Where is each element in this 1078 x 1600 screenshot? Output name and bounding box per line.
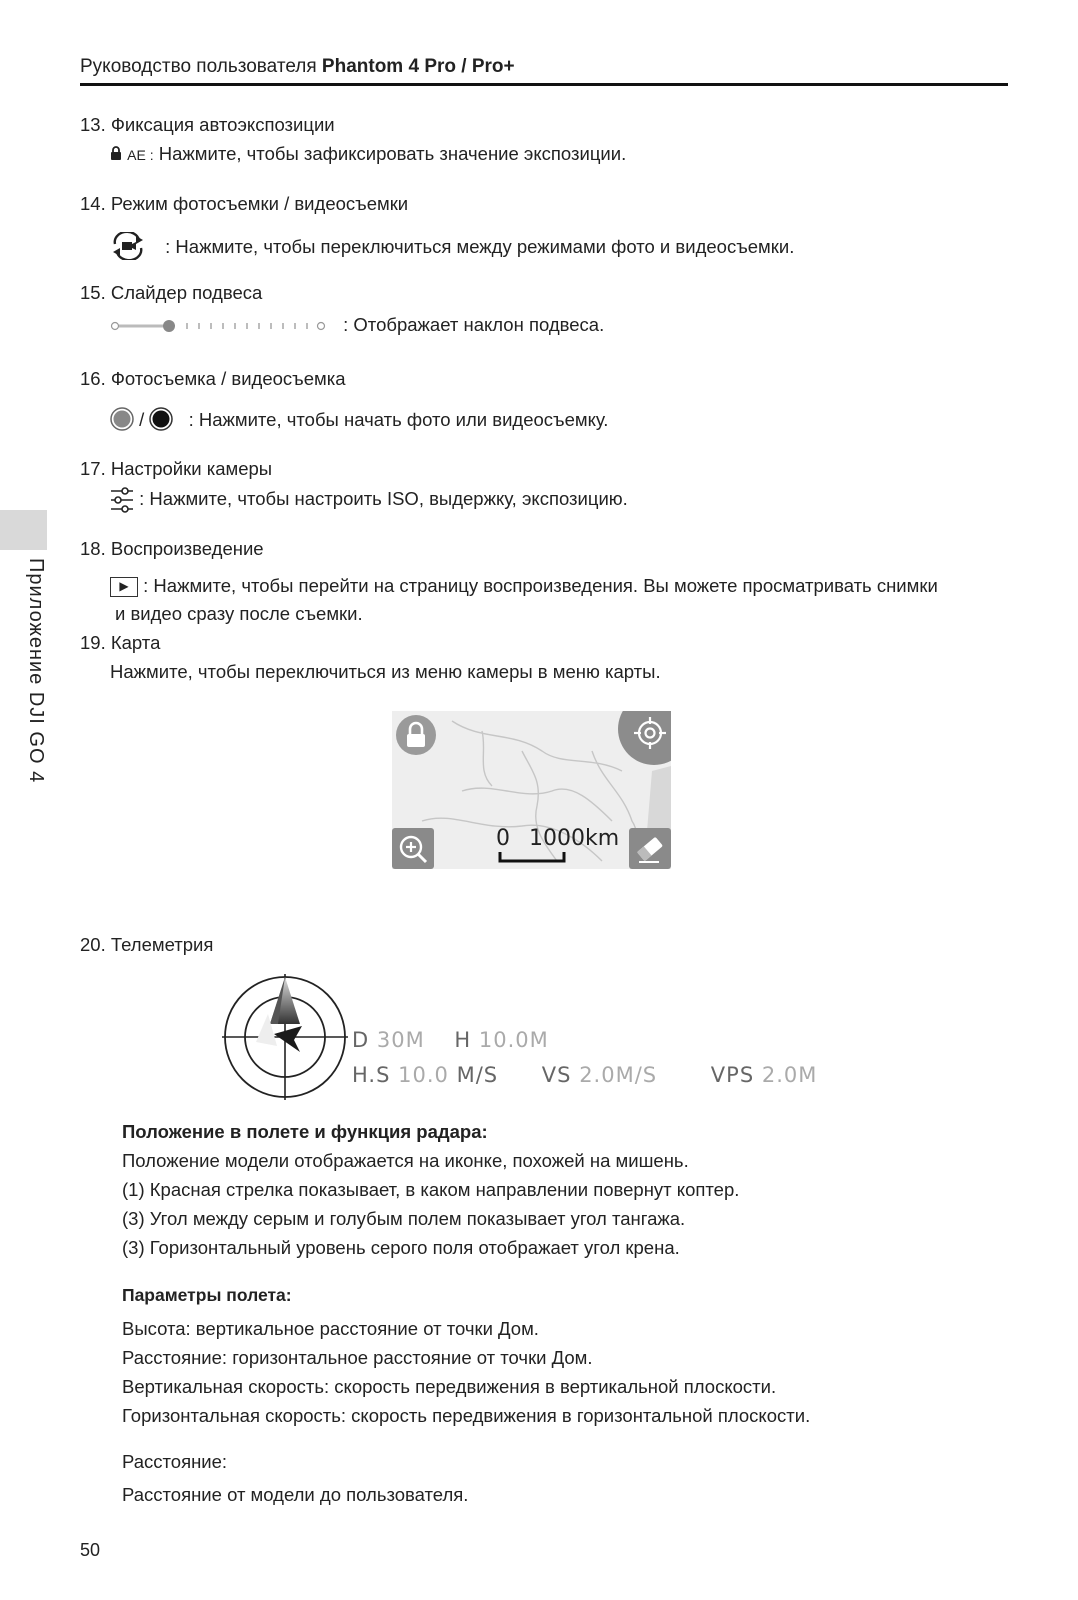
item-17-desc: : Нажмите, чтобы настроить ISO, выдержку, экспозицию. bbox=[139, 488, 628, 509]
scale-bar bbox=[498, 852, 568, 864]
params-line-3: Вертикальная скорость: скорость передвижения в вертикальной плоскости. bbox=[122, 1376, 777, 1397]
item-14-row bbox=[110, 232, 794, 260]
telemetry-row-2 bbox=[352, 1063, 817, 1087]
item-13-title: 13. Фиксация автоэкспозиции bbox=[80, 114, 335, 135]
lock-icon bbox=[110, 146, 122, 161]
vspeed-label: VS bbox=[541, 1063, 572, 1087]
map-zoom-button[interactable] bbox=[392, 828, 434, 869]
hspeed-label: H.S bbox=[352, 1063, 391, 1087]
crosshair-icon bbox=[632, 715, 668, 751]
header-prefix: Руководство пользователя bbox=[80, 56, 322, 77]
item-17-title: 17. Настройки камеры bbox=[80, 458, 273, 479]
item-14-title: 14. Режим фотосъемки / видеосъемки bbox=[80, 193, 409, 214]
page-number: 50 bbox=[80, 1540, 101, 1560]
playback-icon: ▶ bbox=[110, 577, 138, 597]
params-line-1: Высота: вертикальное расстояние от точки Дом. bbox=[122, 1318, 539, 1339]
shutter-separator: / bbox=[139, 409, 145, 430]
item-16-desc: : Нажмите, чтобы начать фото или видеосъемку. bbox=[188, 409, 609, 430]
photo-shutter-icon bbox=[110, 407, 134, 431]
item-18-desc-2: и видео сразу после съемки. bbox=[115, 603, 363, 624]
lock-icon bbox=[396, 715, 436, 755]
photo-video-switch-icon bbox=[110, 232, 146, 260]
item-18-desc-1: : Нажмите, чтобы перейти на страницу воспроизведения. Вы можете просматривать снимки bbox=[143, 575, 938, 596]
map-lock-button[interactable] bbox=[396, 715, 436, 755]
item-13-desc: Нажмите, чтобы зафиксировать значение экспозиции. bbox=[158, 143, 627, 164]
telemetry-row-1 bbox=[352, 1028, 549, 1052]
item-18-row bbox=[110, 575, 938, 597]
side-tab bbox=[0, 510, 47, 550]
map-scale bbox=[496, 826, 619, 851]
scale-label: 1000km bbox=[529, 826, 620, 851]
record-icon bbox=[149, 407, 173, 431]
vps-label: VPS bbox=[710, 1063, 755, 1087]
item-18-title: 18. Воспроизведение bbox=[80, 538, 264, 559]
item-15-desc: : Отображает наклон подвеса. bbox=[343, 314, 605, 335]
hspeed-unit: M/S bbox=[456, 1063, 499, 1087]
radar-line-2: (1) Красная стрелка показывает, в каком направлении повернут коптер. bbox=[122, 1179, 740, 1200]
hspeed-value: 10.0 bbox=[398, 1063, 449, 1087]
params-heading: Параметры полета: bbox=[122, 1285, 292, 1305]
zoom-in-icon bbox=[392, 828, 434, 869]
item-16-row bbox=[110, 407, 608, 431]
height-label: H bbox=[454, 1028, 472, 1052]
item-19-desc: Нажмите, чтобы переключиться из меню камеры в меню карты. bbox=[110, 661, 661, 682]
item-14-desc: : Нажмите, чтобы переключиться между режимами фото и видеосъемки. bbox=[165, 236, 795, 257]
scale-zero: 0 bbox=[496, 826, 510, 851]
ae-label: AE : bbox=[127, 147, 154, 163]
distance-value: 30M bbox=[376, 1028, 425, 1052]
params-line-4: Горизонтальная скорость: скорость передвижения в горизонтальной плоскости. bbox=[122, 1405, 811, 1426]
map-clear-button[interactable] bbox=[629, 828, 671, 869]
height-value: 10.0M bbox=[478, 1028, 549, 1052]
distance-line: Расстояние от модели до пользователя. bbox=[122, 1484, 469, 1505]
radar-heading: Положение в полете и функция радара: bbox=[122, 1121, 488, 1142]
radar-line-4: (3) Горизонтальный уровень серого поля отображает угол крена. bbox=[122, 1237, 680, 1258]
radar-line-3: (3) Угол между серым и голубым полем показывает угол тангажа. bbox=[122, 1208, 686, 1229]
item-15-row bbox=[110, 314, 604, 336]
header-rule bbox=[80, 83, 1008, 86]
gimbal-slider-icon bbox=[110, 319, 338, 333]
distance-label: D bbox=[352, 1028, 370, 1052]
item-16-title: 16. Фотосъемка / видеосъемка bbox=[80, 368, 346, 389]
radar-line-1: Положение модели отображается на иконке, похожей на мишень. bbox=[122, 1150, 689, 1171]
item-17-row bbox=[110, 487, 628, 513]
item-13-row bbox=[110, 143, 626, 166]
item-15-title: 15. Слайдер подвеса bbox=[80, 282, 263, 303]
attitude-radar-icon bbox=[222, 974, 348, 1100]
item-20-title: 20. Телеметрия bbox=[80, 934, 214, 955]
params-line-2: Расстояние: горизонтальное расстояние от точки Дом. bbox=[122, 1347, 593, 1368]
side-label: Приложение DJI GO 4 bbox=[25, 558, 47, 784]
eraser-icon bbox=[629, 828, 671, 869]
item-19-title: 19. Карта bbox=[80, 632, 161, 653]
camera-settings-icon bbox=[110, 487, 134, 513]
map-thumbnail[interactable] bbox=[392, 711, 671, 869]
vspeed-value: 2.0M/S bbox=[579, 1063, 658, 1087]
vps-value: 2.0M bbox=[761, 1063, 818, 1087]
header-product: Phantom 4 Pro / Pro+ bbox=[321, 56, 515, 77]
page-header bbox=[80, 56, 515, 78]
distance-heading: Расстояние: bbox=[122, 1451, 228, 1472]
